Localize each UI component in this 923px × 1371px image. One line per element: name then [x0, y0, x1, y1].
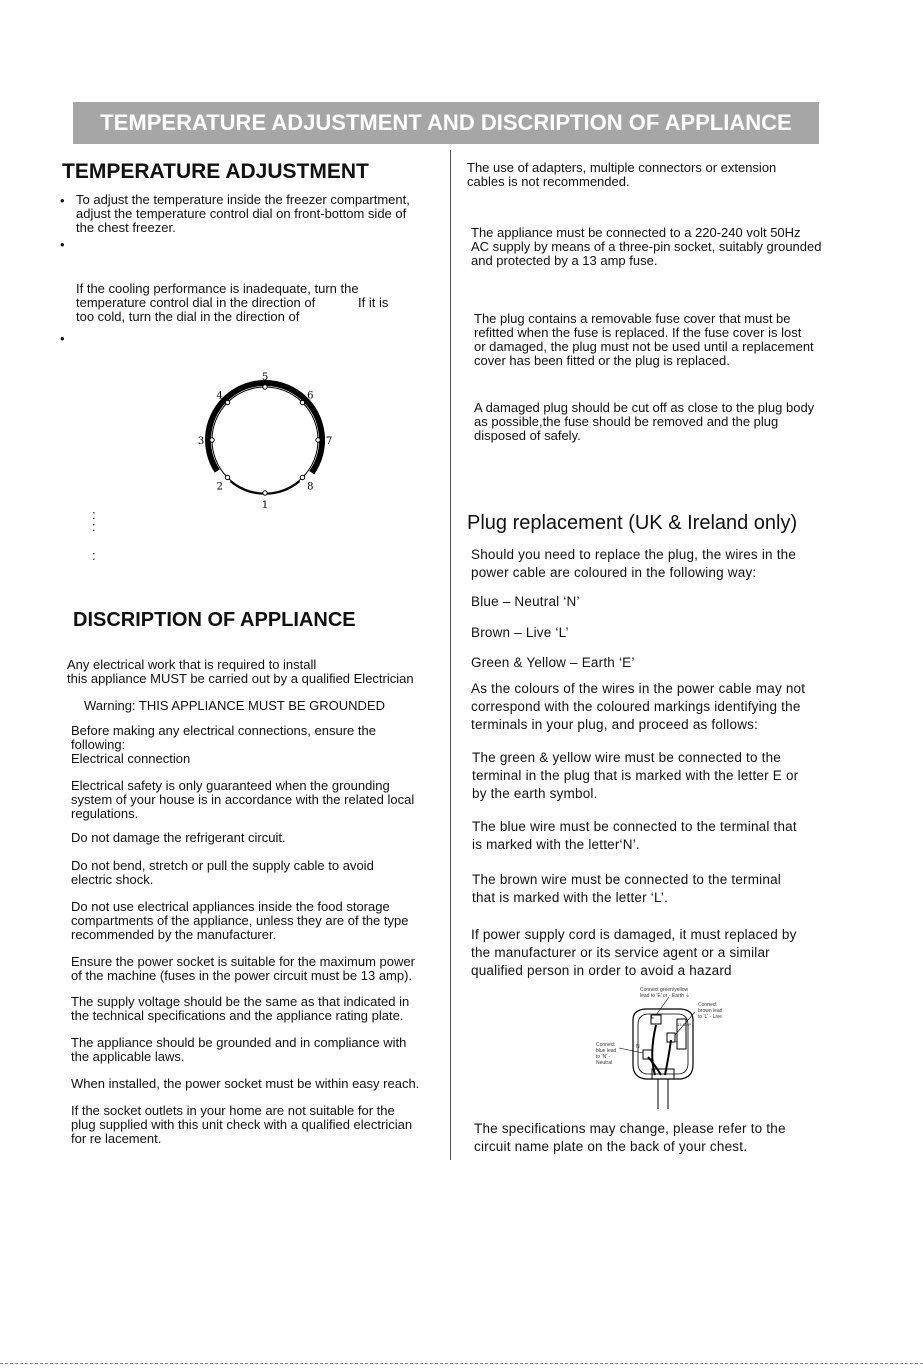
wire-green-yellow: Green & Yellow – Earth ‘E’: [471, 655, 635, 670]
temperature-instruction: To adjust the temperature inside the freezer compartment, adjust the temperature control dial on front-bottom side of the chest freezer.: [76, 192, 410, 235]
supply-requirement: The appliance must be connected to a 220-240 volt 50Hz AC supply by means of a three-pin socket, suitably grounded and protected by a 13 amp fuse.: [471, 225, 822, 268]
section-banner: TEMPERATURE ADJUSTMENT AND DISCRIPTION OF APPLIANCE: [73, 102, 819, 144]
electrical-work-note: Any electrical work that is required to install this appliance MUST be carried out by a qualified Electrician: [67, 657, 414, 686]
dial-position-marker: [300, 475, 304, 479]
dial-number-5: 5: [261, 372, 269, 383]
paragraph-electrical-appliances: Do not use electrical appliances inside the food storage compartments of the appliance, unless they are of the type recommended by the manufacturer.: [71, 899, 409, 942]
blue-lead-label: Connect blue lead to 'N' - Neutral: [596, 1042, 617, 1066]
paragraph-refrigerant: Do not damage the refrigerant circuit.: [71, 830, 286, 845]
dial-number-2: 2: [216, 481, 223, 493]
dial-number-8: 8: [307, 481, 314, 493]
paragraph-power-socket: Ensure the power socket is suitable for the maximum power of the machine (fuses in the power circuit must be 13 amp).: [71, 954, 415, 983]
live-terminal-letter: L: [674, 1038, 677, 1044]
paragraph-supply-voltage: The supply voltage should be the same as that indicated in the technical specifications and the appliance rating plate.: [71, 994, 410, 1023]
page-bottom-border: [0, 1363, 923, 1364]
colours-note: As the colours of the wires in the power cable may not correspond with the coloured markings identifying the terminals in your plug, and proceed as follows:: [471, 681, 806, 732]
dial-number-7: 7: [325, 436, 333, 447]
wire-blue: Blue – Neutral ‘N’: [471, 594, 580, 609]
dial-number-6: 6: [307, 390, 314, 402]
cooling-paragraph-tail: If it is: [358, 295, 389, 310]
paragraph-before-connections: Before making any electrical connections, ensure the following: Electrical connection: [71, 723, 376, 766]
dial-position-marker: [225, 400, 229, 404]
paragraph-electrical-safety: Electrical safety is only guaranteed when the grounding system of your house is in accordance with the related local regulations.: [71, 778, 415, 821]
dial-number-1: 1: [261, 500, 269, 511]
damaged-plug-note: A damaged plug should be cut off as close to the plug body as possible,the fuse should be removed and the plug disposed of safely.: [474, 400, 815, 443]
legend-colon: :: [92, 548, 96, 563]
paragraph-grounded: The appliance should be grounded and in compliance with the applicable laws.: [71, 1035, 407, 1064]
dial-position-marker: [210, 438, 214, 442]
column-divider: [450, 150, 451, 1160]
cooling-paragraph: If the cooling performance is inadequate, turn the temperature control dial in the direction of too cold, turn the dial in the direction of: [76, 281, 359, 324]
green-wire-instruction: The green & yellow wire must be connected to the terminal in the plug that is marked with the letter E or by the earth symbol.: [472, 750, 799, 801]
green-lead-label: Connect green/yellow lead to 'E' or - Earth ⏚: [640, 987, 691, 999]
dial-position-marker: [300, 400, 304, 404]
paragraph-supply-cable: Do not bend, stretch or pull the supply cable to avoid electric shock.: [71, 858, 374, 887]
fuse-rating-label: 13 AMP: [677, 1022, 692, 1027]
blue-wire-instruction: The blue wire must be connected to the terminal that is marked with the letter‘N’.: [472, 819, 797, 852]
bullet-dot: •: [60, 331, 65, 346]
green-leader-line: [656, 997, 669, 1015]
plug-replacement-heading: Plug replacement (UK & Ireland only): [467, 512, 798, 534]
earth-terminal-letter: E: [651, 1015, 655, 1021]
temperature-dial: [190, 362, 340, 517]
dial-position-marker: [263, 491, 267, 495]
dial-number-4: 4: [216, 390, 223, 402]
dial-position-marker: [263, 385, 267, 389]
dial-thick-arc: [208, 383, 322, 473]
description-heading: DISCRIPTION OF APPLIANCE: [73, 609, 356, 631]
temperature-heading: TEMPERATURE ADJUSTMENT: [62, 160, 369, 183]
paragraph-easy-reach: When installed, the power socket must be within easy reach.: [71, 1076, 420, 1091]
wire-brown: Brown – Live ‘L’: [471, 625, 569, 640]
legend-colon: :: [92, 519, 96, 534]
grounding-warning: Warning: THIS APPLIANCE MUST BE GROUNDED: [84, 698, 385, 713]
dial-position-marker: [225, 475, 229, 479]
paragraph-socket-outlets: If the socket outlets in your home are not suitable for the plug supplied with this unit check with a qualified electrician for re lacement.: [71, 1103, 413, 1146]
neutral-terminal-letter: N: [636, 1044, 640, 1050]
damaged-cord-note: If power supply cord is damaged, it must replaced by the manufacturer or its service agent or a similar qualified person in order to avoid a hazard: [471, 927, 797, 978]
wires-intro: Should you need to replace the plug, the wires in the power cable are coloured in the following way:: [471, 547, 797, 580]
live-wire: [665, 1040, 671, 1075]
brown-lead-label: Connect brown lead to 'L' - Live: [698, 1002, 723, 1020]
specifications-note: The specifications may change, please refer to the circuit name plate on the back of your chest.: [474, 1121, 786, 1154]
dial-number-3: 3: [197, 436, 205, 447]
adapters-note: The use of adapters, multiple connectors or extension cables is not recommended.: [467, 160, 777, 189]
dial-position-marker: [316, 438, 320, 442]
bullet-dot: •: [60, 237, 65, 252]
bullet-dot: •: [60, 193, 65, 208]
brown-wire-instruction: The brown wire must be connected to the terminal that is marked with the letter ‘L’.: [472, 872, 781, 905]
legend-colon: :: [92, 507, 96, 522]
fuse-cover-note: The plug contains a removable fuse cover that must be refitted when the fuse is replaced. If the fuse cover is lost or damaged, the plug must not be used until a replacement cover has been fitted or the plug is replaced.: [474, 311, 814, 368]
